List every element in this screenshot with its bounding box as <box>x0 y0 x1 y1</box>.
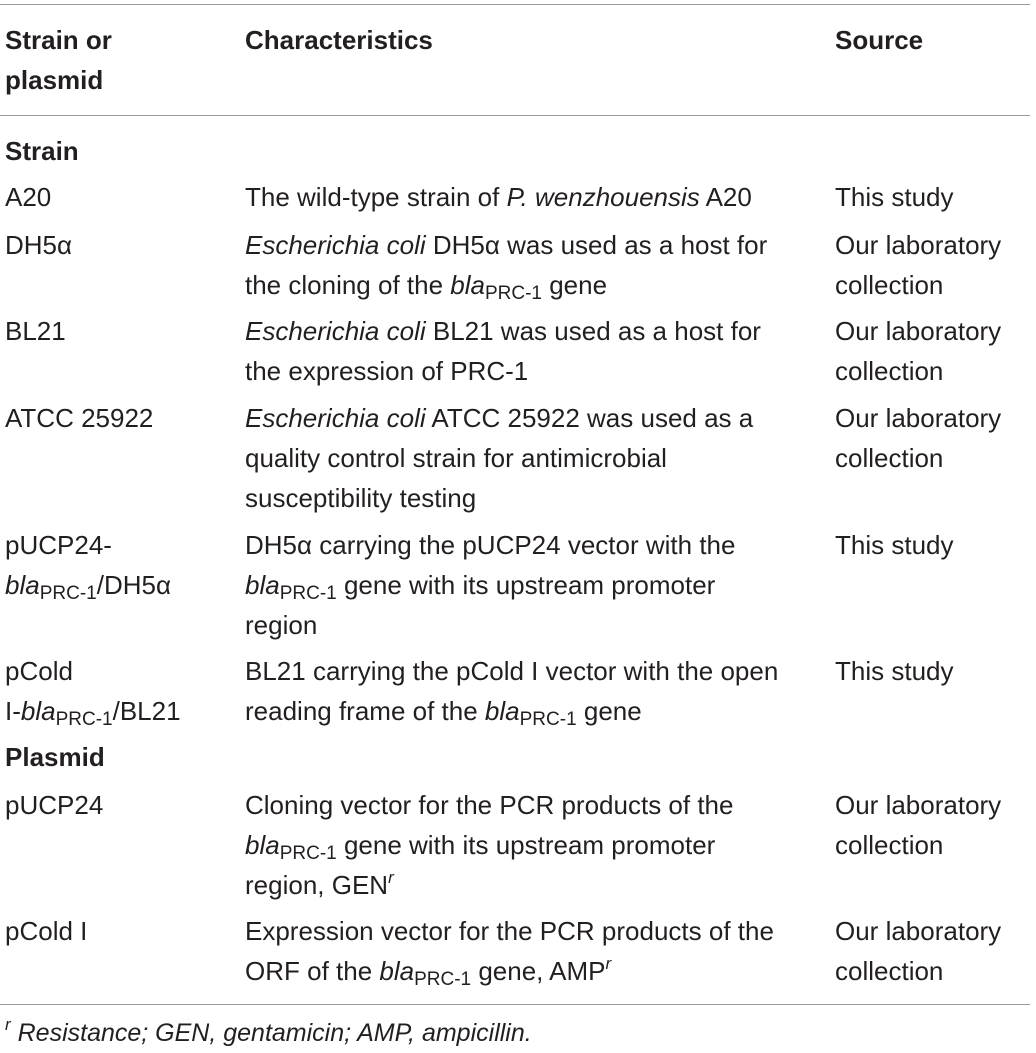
row-pcold-characteristics: Expression vector for the PCR products of the ORF of the bla$_{PRC-1}$ gene, AMP$^r$ <box>245 916 774 990</box>
row-atcc-source: Our laboratory collection <box>835 403 1002 473</box>
row-pucp24-source: Our laboratory collection <box>835 790 1002 860</box>
footnote-text: Resistance; GEN, gentamicin; AMP, ampicillin. <box>10 1019 532 1047</box>
row-pucp24-name: pUCP24 <box>5 790 104 820</box>
row-dh5a-source: Our laboratory collection <box>835 230 1002 300</box>
header-col1-line1: Strain or <box>5 25 112 55</box>
section-plasmid: Plasmid <box>5 742 105 772</box>
row-pcold-name: pCold I <box>5 916 88 946</box>
row-atcc-characteristics: Escherichia coli ATCC 25922 was used as a quality control strain for antimicrobial susceptibility testing <box>245 403 754 513</box>
row-pucp24-dh5a-source: This study <box>835 530 954 560</box>
row-bl21-name: BL21 <box>5 316 66 346</box>
header-col1-line2: plasmid <box>5 65 104 95</box>
row-a20-characteristics: The wild-type strain of P. wenzhouensis A20 <box>245 182 752 212</box>
header-characteristics: Characteristics <box>245 25 433 55</box>
row-a20-name: A20 <box>5 182 52 212</box>
footnote-mark: r <box>5 1015 11 1034</box>
row-pcold-source: Our laboratory collection <box>835 916 1002 986</box>
header-strain-or-plasmid <box>5 20 112 100</box>
row-atcc-name: ATCC 25922 <box>5 403 154 433</box>
table-top-rule <box>0 4 1030 5</box>
header-source: Source <box>835 25 924 55</box>
row-a20-source: This study <box>835 182 954 212</box>
row-pcold-bl21-source: This study <box>835 656 954 686</box>
table-bottom-rule <box>0 1004 1030 1005</box>
row-pcold-bl21-characteristics: BL21 carrying the pCold I vector with the open reading frame of the bla$_{PRC-1}$ gene <box>245 656 779 730</box>
row-pucp24-dh5a-characteristics: DH5α carrying the pUCP24 vector with the bla$_{PRC-1}$ gene with its upstream promoter region <box>245 530 736 640</box>
row-dh5a-characteristics: Escherichia coli DH5α was used as a host for the cloning of the bla$_{PRC-1}$ gene <box>245 230 768 304</box>
row-bl21-characteristics: Escherichia coli BL21 was used as a host for the expression of PRC-1 <box>245 316 761 386</box>
header-rule <box>0 115 1030 116</box>
row-pcold-bl21-name: pCold I-bla$_{PRC-1}$/BL21 <box>5 656 181 730</box>
table-footnote <box>5 1013 532 1053</box>
row-pucp24-characteristics: Cloning vector for the PCR products of the bla$_{PRC-1}$ gene with its upstream promoter region, GEN$^r$ <box>245 790 734 900</box>
row-dh5a-name: DH5α <box>5 230 73 260</box>
row-pucp24-dh5a-name: pUCP24- bla$_{PRC-1}$/DH5α <box>5 530 171 604</box>
section-strain: Strain <box>5 136 79 166</box>
row-bl21-source: Our laboratory collection <box>835 316 1002 386</box>
